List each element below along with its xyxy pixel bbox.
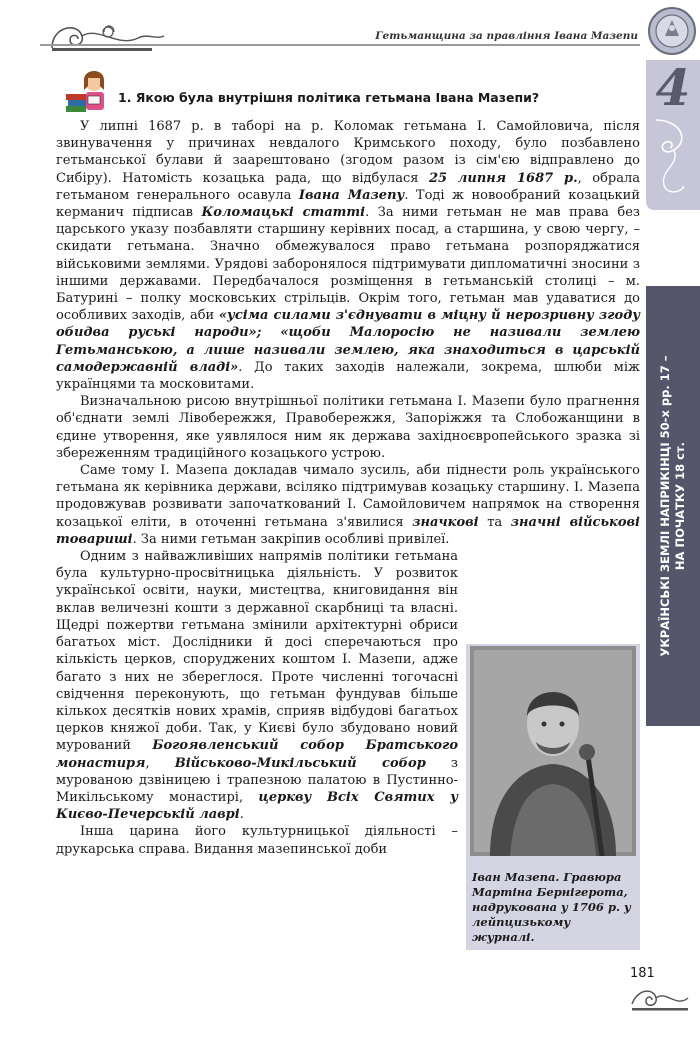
paragraph-1: У липні 1687 р. в таборі на р. Коломак гетьмана І. Самойловича, після звинувачення у причинах невдалого Кримського походу, було позбавлено гетьманської булави й заарештовано (згодом разом із сім'єю відправлено до Сибіру). Натомість козацька рада, що відбулася 25 липня 1687 р., обрала гетьманом генерального осавула Івана Мазепу. Тоді ж новообраний козацький керманич підписав Коломацькі статті. За ними гетьман не мав права без царського указу позбавляти старшину керівних посад, а старшина, у свою чергу, – скидати гетьмана. Значно обмежувалося право гетьмана розпоряджатися військовими землями. Урядові заборонялося підтримувати дипломатичні зносини з іншими державами. Передбачалося розміщення в гетьманській столиці – м. Батурині – полку московських стрільців. Окрім того, гетьман мав удаватися до особливих заходів, аби «усіма силами з'єднувати в міцну й нерозривну згоду обидва руські народи»; «щоби Малоросію не називали землею Гетьманською, а лише називали землею, яка знаходиться в царській самодержавній владі». До таких заходів належали, зокрема, шлюби між українцями та московитами.	[56, 119, 641, 393]
side-band-line2: НА ПОЧАТКУ 18 ст.	[673, 441, 687, 571]
coin-seal-icon	[647, 6, 697, 56]
paragraph-2: Визначальною рисою внутрішньої політики гетьмана І. Мазепи було прагнення об'єднати землі Лівобережжя, Правобережжя, Запоріжжя та Слобожанщини в єдине утворення, яке уявлялося ним як держава західноєвропейського зразка зі збереженням традиційного козацького устрою.	[56, 394, 640, 461]
header-rule	[40, 44, 640, 46]
header-ornament-icon	[48, 18, 168, 56]
side-band-title	[658, 286, 688, 726]
reading-girl-icon	[64, 66, 108, 114]
main-text	[56, 118, 640, 866]
paragraph-5: Інша царина його культурницької діяльності – друкарська справа. Видання мазепинської доби	[56, 824, 458, 857]
question-heading: 1. Якою була внутрішня політика гетьмана Івана Мазепи?	[118, 90, 540, 105]
paragraph-3: Саме тому І. Мазепа докладав чимало зусиль, аби піднести роль українського гетьмана як керівника держави, всіляко підтримував козацьку старшину. І. Мазепа продовжував розвивати започаткований І. Самойловичем напрямок на створення козацької еліти, в оточенні гетьмана з'явилися значкові та значні військові товариші. За ними гетьман закріпив особливі привілеї.	[56, 463, 640, 547]
chapter-number: 4	[655, 58, 691, 117]
figure-caption: Іван Мазепа. Гравюра Мартіна Бернігерота, надрукована у 1706 р. у лейпцизькому журналі.	[472, 870, 631, 944]
side-band-line1: УКРАЇНСЬКІ ЗЕМЛІ НАПРИКІНЦІ 50-х рр. 17 –	[658, 355, 672, 657]
footer-ornament-icon	[628, 984, 692, 1014]
figure-spacer	[458, 548, 640, 866]
page-number: 181	[630, 966, 655, 981]
running-header: Гетьманщина за правління Івана Мазепи	[375, 30, 638, 42]
side-ornament-icon	[650, 110, 696, 200]
paragraph-4: Одним з найважливіших напрямів політики гетьмана була культурно-просвітницька діяльність. У розвиток української освіти, науки, мистецтва, книговидання він вклав величезні кошти з державної скарбниці та власні. Щедрі пожертви гетьмана змінили архітектурні обриси багатьох міст. Дослідники й досі сперечаються про кількість церков, споруджених коштом І. Мазепи, адже багато з них не збереглося. Проте численні тогочасні свідчення переконують, що гетьман фундував більше кількох десятків нових храмів, сприяв відбудові багатьох церков княжої доби. Так, у Києві було збудовано новий мурований Богоявленський собор Братського монастиря, Військово-Микільський собор з мурованою дзвіницею і трапезною палатою в Пустинно-Микільському монастирі, церкву Всіх Святих у Києво-Печерській лаврі.	[56, 549, 459, 823]
